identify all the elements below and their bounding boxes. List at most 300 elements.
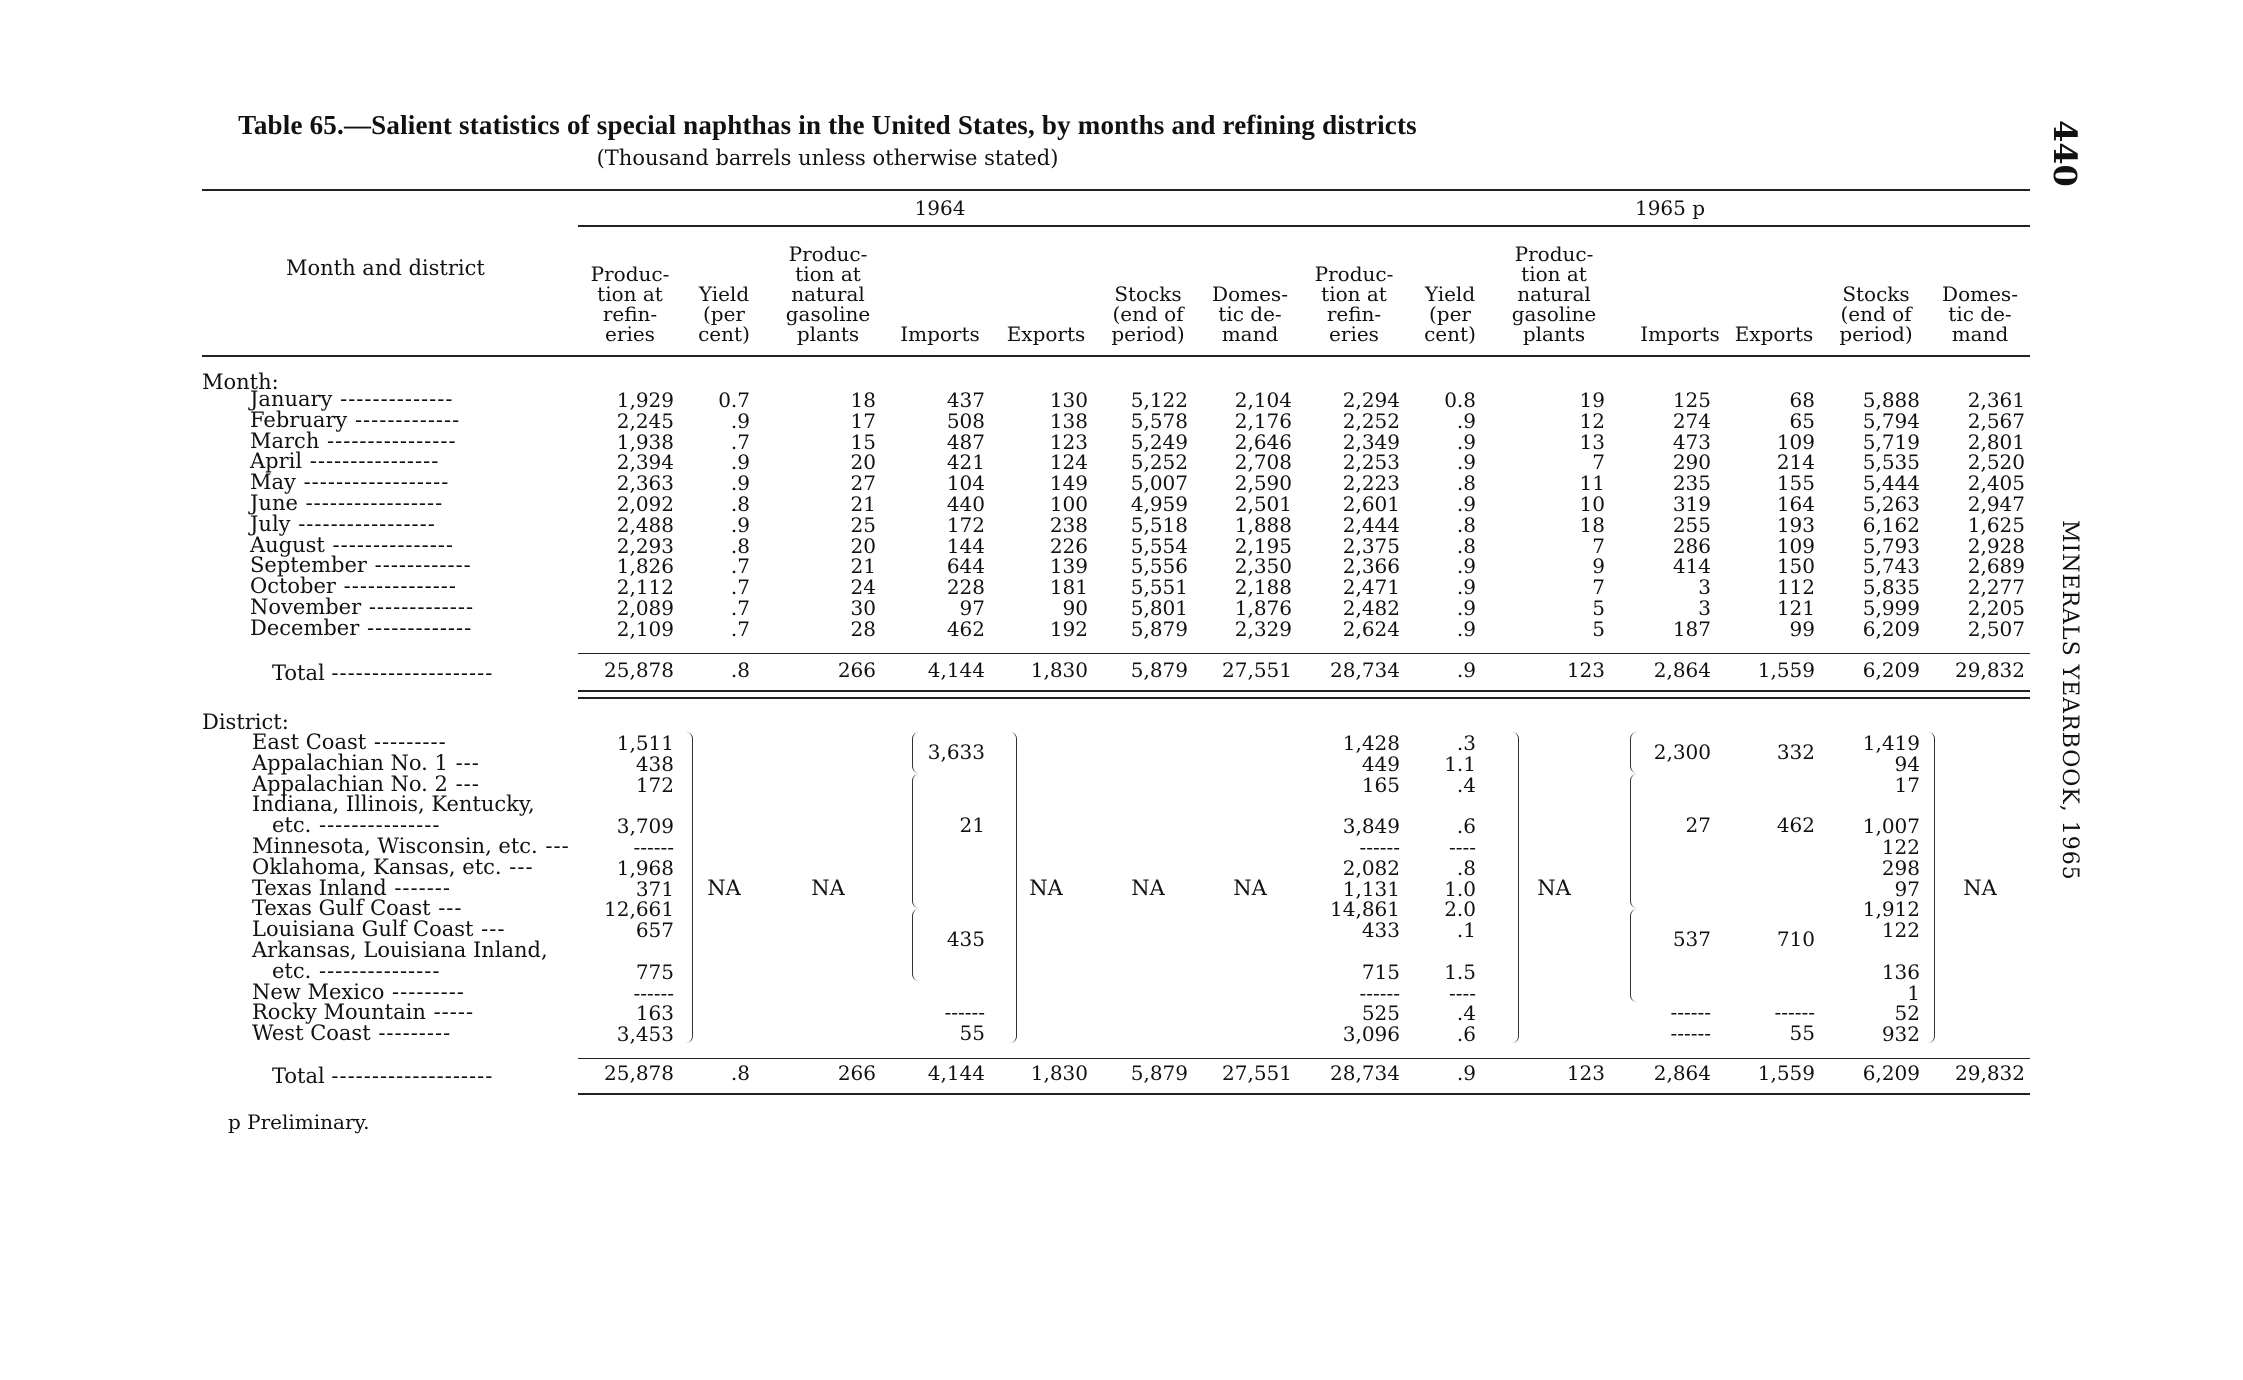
column-header-line: mand [1221,322,1279,346]
table-cell: 52 [1894,1001,1920,1026]
column-header-line: (end of [1112,302,1184,326]
month-name: May [250,470,296,495]
table-cell: .9 [1456,429,1476,454]
grouped-cell: 537 [1672,927,1711,952]
table-cell: 5,554 [1130,533,1188,558]
table-cell: .9 [1456,450,1476,475]
table-cell: 4,959 [1130,492,1188,516]
group-brace [1630,732,1637,773]
table-cell: 2,277 [1967,575,2025,600]
table-cell: 2,361 [1967,388,2025,412]
table-cell: 214 [1776,450,1815,475]
table-cell: .7 [730,616,750,641]
table-cell: 11 [1579,471,1605,496]
table-cell: 172 [946,512,985,537]
table-cell: 28 [850,616,876,641]
column-header-line: Exports [1006,322,1086,346]
leader-dots: ------------- [347,407,461,432]
table-cell: 3,709 [616,814,674,839]
table-cell: 235 [1672,471,1711,496]
table-cell: .7 [730,575,750,600]
table-cell: 2,482 [1342,596,1400,620]
table-cell: 2,801 [1967,429,2025,454]
table-cell: 2,223 [1342,471,1400,496]
table-cell: 122 [1881,835,1920,859]
table-cell: 2,601 [1342,492,1400,516]
column-header-line: tion at [1321,282,1387,306]
month-name: October [250,574,336,599]
na-value: NA [811,875,845,900]
table-cell: 144 [946,533,985,558]
district-name: Appalachian No. 2 [252,771,448,796]
leader-dots: ----------------- [290,511,436,536]
total-cell: 28,734 [1330,658,1400,682]
total-cell: 123 [1566,658,1605,682]
leader-dots: ------------- [361,595,475,619]
group-brace [686,732,693,1043]
total-cell: 29,832 [1955,1061,2025,1085]
table-cell: 5,551 [1130,575,1188,600]
column-header-line: cent) [698,322,750,346]
total-cell: 6,209 [1862,658,1920,682]
table-cell: 1,968 [616,855,674,880]
total-cell: 29,832 [1955,658,2025,682]
table-cell: .7 [730,554,750,579]
district-name: West Coast [252,1021,371,1046]
table-cell: 0.7 [718,388,750,412]
na-value: NA [1963,875,1997,900]
table-cell: .7 [730,429,750,454]
leader-dots: --------------- [311,813,441,838]
table-cell: 99 [1789,616,1815,641]
group-brace [912,732,919,773]
district-label [252,1023,451,1044]
table-cell: 2,928 [1967,533,2025,558]
table-cell: 5,719 [1862,429,1920,454]
table-cell: .6 [1456,814,1476,839]
district-name: New Mexico [252,979,385,1004]
table-cell: 298 [1881,855,1920,880]
table-cell: 124 [1049,450,1088,475]
month-name: September [250,553,367,578]
month-label [250,615,473,640]
table-cell: 17 [1894,772,1920,797]
table-cell: .9 [1456,575,1476,600]
leader-dots: -------------- [332,387,454,411]
leader-dots: --- [501,854,534,879]
table-cell: 228 [946,575,985,600]
table-cell: 1,888 [1234,512,1292,537]
table-cell: 5,263 [1862,492,1920,516]
table-cell: 238 [1049,512,1088,537]
table-cell: 97 [1894,876,1920,901]
stub-header: Month and district [286,256,485,280]
table-cell: 130 [1049,388,1088,412]
table-cell: .9 [730,450,750,475]
grouped-cell: ------ [1774,1000,1815,1025]
table-cell: .9 [1456,616,1476,641]
na-value: NA [1537,875,1571,900]
table-cell: 290 [1672,450,1711,475]
leader-dots: ----- [425,1000,475,1025]
double-rule-b [578,697,2030,699]
leader-dots: ------------- [359,615,473,640]
column-header-line: (per [702,302,745,326]
leader-dots: --- [447,771,480,796]
table-cell: .9 [1456,492,1476,516]
table-cell: 97 [959,596,985,620]
table-cell: 5,249 [1130,429,1188,454]
leader-dots: --------- [384,979,465,1004]
column-header-line: period) [1111,322,1185,346]
table-cell: 525 [1361,1001,1400,1026]
district-name: etc. [272,813,312,838]
table-cell: 7 [1592,533,1605,558]
total-cell: 6,209 [1862,1061,1920,1085]
leader-dots: --- [447,750,480,775]
column-header-line: tion at [795,262,861,286]
table-cell: 7 [1592,450,1605,475]
table-cell: 2,590 [1234,471,1292,496]
table-cell: 286 [1672,533,1711,558]
table-cell: .1 [1456,918,1476,943]
column-header-line: (end of [1840,302,1912,326]
total-cell: 2,864 [1653,658,1711,682]
table-cell: .8 [1456,471,1476,496]
total-cell: 1,559 [1757,1061,1815,1085]
table-cell: 18 [850,388,876,412]
table-cell: 21 [850,554,876,579]
column-header-line: Stocks [1114,282,1182,306]
table-cell: 1,912 [1862,897,1920,922]
table-cell: 2,104 [1234,388,1292,412]
table-cell: 5,252 [1130,450,1188,475]
column-header-line: plants [796,322,860,346]
table-cell: 193 [1776,512,1815,537]
leader-dots: ----------------- [297,491,444,515]
leader-dots: ------------------ [295,470,450,495]
table-cell: 181 [1049,575,1088,600]
month-name: March [250,428,320,453]
leader-dots: ---------------- [302,449,440,474]
column-header-line: Domes- [1212,282,1288,306]
table-cell: 2,253 [1342,450,1400,475]
table-cell: 2,444 [1342,512,1400,537]
column-header-line: Stocks [1842,282,1910,306]
district-name: Texas Inland [252,875,387,900]
column-header-line: eries [1329,322,1379,346]
table-cell: 12,661 [604,897,674,922]
grouped-cell: 710 [1776,927,1815,952]
table-cell: 19 [1579,388,1605,412]
table-cell: 5,122 [1130,388,1188,412]
total-cell: .8 [730,658,750,682]
total-cell: 27,551 [1222,658,1292,682]
table-cell: 2,112 [616,575,674,600]
table-cell: 2,471 [1342,575,1400,600]
table-cell: 255 [1672,512,1711,537]
table-cell: 18 [1579,512,1605,537]
month-name: June [250,491,298,515]
table-cell: 100 [1049,492,1088,516]
district-name: Louisiana Gulf Coast [252,917,474,942]
table-cell: 15 [850,429,876,454]
table-cell: 2,375 [1342,533,1400,558]
district-name: Oklahoma, Kansas, etc. [252,854,502,879]
table-cell: ------ [633,980,674,1005]
table-cell: 138 [1049,408,1088,433]
table-cell: 2,567 [1967,408,2025,433]
table-cell: 5,801 [1130,596,1188,620]
month-total-label: Total -------------------- [272,661,494,685]
table-cell: 24 [850,575,876,600]
total-cell: 123 [1566,1061,1605,1085]
table-cell: 165 [1361,772,1400,797]
table-cell: 2.0 [1444,897,1476,922]
table-cell: 2,252 [1342,408,1400,433]
table-cell: .9 [730,512,750,537]
table-cell: 2,293 [616,533,674,558]
table-cell: 226 [1049,533,1088,558]
table-cell: 2,294 [1342,388,1400,412]
table-cell: 12 [1579,408,1605,433]
table-cell: 5,888 [1862,388,1920,412]
total-cell: 266 [837,658,876,682]
table-cell: 17 [850,408,876,433]
table-cell: .8 [1456,512,1476,537]
column-header-line: gasoline [1511,302,1597,326]
table-cell: 3,453 [616,1022,674,1047]
column-header-line: Exports [1734,322,1814,346]
leader-dots: ------------ [366,553,472,578]
table-cell: 2,349 [1342,429,1400,454]
column-header-line: natural [1517,282,1591,306]
table-cell: 5,794 [1862,408,1920,433]
table-cell: .6 [1456,1022,1476,1047]
group-brace [1630,909,1637,1001]
table-cell: 371 [635,876,674,901]
table-cell: 3 [1698,596,1711,620]
month-name: January [250,387,333,411]
total-cell: 25,878 [604,658,674,682]
total-cell: 4,144 [927,658,985,682]
leader-dots: --------- [366,730,447,754]
column-header-line: Yield [698,282,750,306]
table-cell: 6,162 [1862,512,1920,537]
table-cell: 2,501 [1234,492,1292,516]
month-name: July [250,511,291,536]
leader-dots: --------------- [311,958,441,983]
bottom-rule [578,1093,2030,1095]
table-cell: .7 [730,596,750,620]
table-cell: 2,089 [616,596,674,620]
table-cell: 1,876 [1234,596,1292,620]
district-total-rule [578,1058,2030,1059]
table-cell: 25 [850,512,876,537]
table-cell: 2,405 [1967,471,2025,496]
table-cell: .9 [730,408,750,433]
column-header-line: Imports [900,322,980,346]
table-cell: 155 [1776,471,1815,496]
na-value: NA [707,875,741,900]
table-cell: .8 [730,492,750,516]
table-cell: 5 [1592,616,1605,641]
table-cell: 123 [1049,429,1088,454]
column-header-line: Produc- [590,262,670,286]
table-title: Table 65.—Salient statistics of special naphthas in the United States, by months and refining districts [238,110,1417,140]
year-1964-heading: 1964 [914,196,966,220]
table-cell: 2,176 [1234,408,1292,433]
table-cell: 2,188 [1234,575,1292,600]
table-cell: 125 [1672,388,1711,412]
district-name: East Coast [252,730,367,754]
column-header-line: Produc- [1514,242,1594,266]
table-cell: 1,826 [616,554,674,579]
running-head: MINERALS YEARBOOK, 1965 [2057,520,2082,881]
total-cell: 1,830 [1030,1061,1088,1085]
district-name: Rocky Mountain [252,1000,426,1025]
table-cell: 2,195 [1234,533,1292,558]
table-cell: 1 [1907,980,1920,1005]
table-cell: 657 [635,918,674,943]
table-cell: 30 [850,596,876,620]
leader-dots: --- [537,834,570,858]
column-header-line: refin- [1326,302,1382,326]
table-cell: 5,578 [1130,408,1188,433]
grouped-cell: 21 [959,813,985,838]
table-cell: 149 [1049,471,1088,496]
table-cell: 1.5 [1444,959,1476,984]
table-cell: 2,245 [616,408,674,433]
table-cell: 2,708 [1234,450,1292,475]
table-cell: 5,999 [1862,596,1920,620]
grouped-cell: ------ [1670,1000,1711,1025]
table-cell: 2,624 [1342,616,1400,641]
table-cell: 3,096 [1342,1022,1400,1047]
district-label: Indiana, Illinois, Kentucky, [252,792,535,817]
table-cell: 136 [1881,959,1920,984]
table-cell: 5,835 [1862,575,1920,600]
table-cell: 27 [850,471,876,496]
column-header-line: Produc- [788,242,868,266]
month-section-label: Month: [202,370,279,394]
column-header-line: Yield [1424,282,1476,306]
table-cell: 1,938 [616,429,674,454]
table-cell: .4 [1456,1001,1476,1026]
table-cell: 2,329 [1234,616,1292,641]
table-cell: 1,625 [1967,512,2025,537]
year-1965-heading: 1965 p [1634,196,1706,220]
table-cell: 1,428 [1342,731,1400,755]
table-cell: 20 [850,533,876,558]
table-cell: 437 [946,388,985,412]
na-value: NA [1131,875,1165,900]
table-cell: 3,849 [1342,814,1400,839]
table-cell: 2,394 [616,450,674,475]
table-cell: 3 [1698,575,1711,600]
table-cell: 5,743 [1862,554,1920,579]
column-header-line: (per [1428,302,1471,326]
table-cell: 2,488 [616,512,674,537]
month-name: August [250,532,325,557]
grouped-cell: 332 [1776,740,1815,764]
table-cell: 172 [635,772,674,797]
table-cell: 1.1 [1444,751,1476,776]
table-cell: 421 [946,450,985,475]
grouped-cell: 27 [1685,813,1711,838]
table-cell: 6,209 [1862,616,1920,641]
table-cell: ------ [633,835,674,859]
table-cell: 109 [1776,533,1815,558]
table-cell: 109 [1776,429,1815,454]
grouped-cell: 2,300 [1653,740,1711,764]
column-header-line: tion at [597,282,663,306]
column-header-line: Imports [1640,322,1720,346]
footnote: p Preliminary. [228,1110,370,1134]
table-cell: 2,092 [616,492,674,516]
table-cell: 192 [1049,616,1088,641]
column-header-line: period) [1839,322,1913,346]
table-cell: 2,350 [1234,554,1292,579]
table-cell: 2,363 [616,471,674,496]
column-header-line: natural [791,282,865,306]
leader-dots: --------------- [324,532,454,557]
table-cell: .8 [730,533,750,558]
table-cell: 139 [1049,554,1088,579]
column-header-line: tic de- [1218,302,1282,326]
column-header-line: tion at [1521,262,1587,286]
table-cell: .4 [1456,772,1476,797]
month-name: November [250,595,362,619]
table-cell: 644 [946,554,985,579]
table-cell: 150 [1776,554,1815,579]
table-cell: .3 [1456,731,1476,755]
header-bottom-rule [202,355,2030,357]
table-cell: 163 [635,1001,674,1026]
na-value: NA [1029,875,1063,900]
table-cell: 90 [1062,596,1088,620]
grouped-cell: 462 [1776,813,1815,838]
grouped-cell: ------ [1670,1021,1711,1046]
total-cell: 1,830 [1030,658,1088,682]
table-cell: 440 [946,492,985,516]
district-label: Arkansas, Louisiana Inland, [252,938,548,962]
column-header-line: cent) [1424,322,1476,346]
leader-dots: --- [430,896,463,921]
month-name: February [250,407,348,432]
table-cell: 5,879 [1130,616,1188,641]
table-cell: 68 [1789,388,1815,412]
table-cell: .8 [1456,533,1476,558]
table-cell: 94 [1894,751,1920,776]
district-name: Minnesota, Wisconsin, etc. [252,834,538,858]
group-brace [912,774,919,909]
total-cell: 5,879 [1130,658,1188,682]
month-total-rule [578,653,2030,654]
table-cell: 10 [1579,492,1605,516]
table-cell: 5,793 [1862,533,1920,558]
total-cell: .9 [1456,658,1476,682]
table-cell: 462 [946,616,985,641]
table-cell: 274 [1672,408,1711,433]
na-value: NA [1233,875,1267,900]
table-cell: 414 [1672,554,1711,579]
table-cell: 2,646 [1234,429,1292,454]
table-cell: 5 [1592,596,1605,620]
table-cell: 319 [1672,492,1711,516]
table-cell: 508 [946,408,985,433]
leader-dots: --------- [370,1021,452,1046]
